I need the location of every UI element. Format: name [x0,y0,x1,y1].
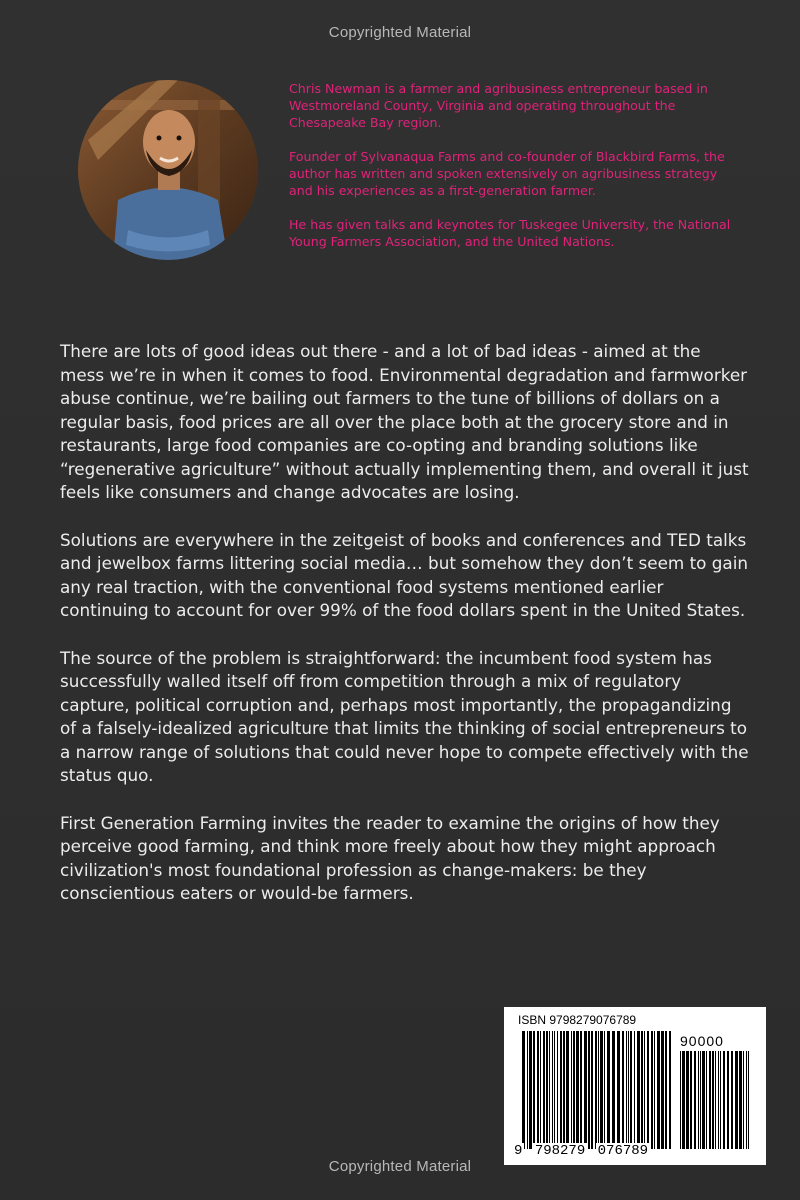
author-photo [78,80,258,260]
isbn-label: ISBN 9798279076789 [518,1013,637,1027]
barcode-bar [690,1051,692,1149]
barcode-bar [680,1051,681,1149]
barcode-bar [617,1031,620,1149]
barcode-bar [669,1031,671,1149]
barcode-bar [715,1051,716,1149]
barcode-bar [637,1031,640,1149]
barcode-bar [743,1051,744,1149]
barcode-bar [571,1031,572,1149]
barcode-bar [584,1031,587,1149]
barcode-bar [702,1051,705,1149]
author-bio [289,80,739,267]
barcode-bar [700,1051,701,1149]
barcode-bar [628,1031,629,1149]
barcode-bar [598,1031,599,1149]
barcode-bar [694,1051,696,1149]
barcode-bar [665,1031,667,1149]
bio-paragraph-1: Chris Newman is a farmer and agribusiness entrepreneur based in Westmoreland County, Virginia and operating throughout the Chesapeake Bay region. [289,81,708,130]
barcode-bar [626,1031,627,1149]
barcode-bar [718,1051,719,1149]
barcode-bar [735,1051,738,1149]
blurb-paragraph-2: Solutions are everywhere in the zeitgeist of books and conferences and TED talks and jewelbox farms littering social media… but somehow they don’t seem to gain any real traction, with the conventional food systems mentioned earlier continuing to account for over 99% of the food dollars spent in the United States. [60,529,748,620]
barcode-bar [543,1031,545,1149]
barcode-bar [537,1031,539,1149]
bio-paragraph-3: He has given talks and keynotes for Tuskegee University, the National Young Farmers Association, and the United Nations. [289,217,731,249]
barcode-bar [698,1051,699,1149]
barcode-bar [607,1031,610,1149]
book-blurb [60,340,750,930]
blurb-paragraph-4: First Generation Farming invites the reader to examine the origins of how they perceive good farming, and think more freely about how they might approach civilization's most foundational profession as change-makers: be they conscientious eaters or would-be farmers. [60,812,720,903]
barcode-bar [651,1031,653,1149]
barcode-bar [573,1031,575,1149]
barcode-bar [634,1031,635,1149]
isbn-digit-group-1: 9 [514,1143,523,1159]
barcode-bar [720,1051,721,1149]
isbn-digits [512,1143,650,1159]
barcode-bar [595,1031,597,1149]
barcode-bar [527,1031,528,1149]
watermark-bottom: Copyrighted Material [328,1158,472,1175]
barcode-bar [529,1031,532,1149]
barcode-bar [657,1031,660,1149]
barcode-bar [563,1031,565,1149]
barcode-bar [576,1031,579,1149]
barcode-bar [723,1051,725,1149]
barcode-bar [588,1031,590,1149]
barcode-bar [557,1031,558,1149]
barcode-bar [546,1031,548,1149]
barcode-bar [604,1031,605,1149]
author-portrait-icon [78,80,258,260]
price-code: 90000 [680,1033,724,1049]
barcode-bar [647,1031,649,1149]
barcode-bar [727,1051,729,1149]
barcode-bar [552,1031,553,1149]
barcode-bar [746,1051,747,1149]
barcode-bar [748,1051,749,1149]
blurb-paragraph-3: The source of the problem is straightforward: the incumbent food system has successfully walled itself off from competition through a mix of regulatory capture, political corruption and, perhaps most importantly, the propagandizing of a falsely-idealized agriculture that limits the thinking of social entrepreneurs to a narrow range of solutions that could never hope to compete effectively with the status quo. [60,647,749,785]
barcode-bar [612,1031,615,1149]
barcode-bar [644,1031,645,1149]
barcode-bar [661,1031,664,1149]
bio-paragraph-2: Founder of Sylvanaqua Farms and co-founder of Blackbird Farms, the author has written and spoken extensively on agribusiness strategy and his experiences as a first-generation farmer. [289,149,725,198]
barcode-bar [731,1051,733,1149]
barcode-bar [622,1031,624,1149]
barcode-bar [686,1051,689,1149]
barcode-bar [654,1031,655,1149]
barcode-bar [580,1031,582,1149]
blurb-paragraph-1: There are lots of good ideas out there - and a lot of bad ideas - aimed at the mess we’re in when it comes to food. Environmental degradation and farmworker abuse continue, we’re bailing out farmers to the tune of billions of dollars on a regular basis, food prices are all over the place both at the grocery store and in restaurants, large food companies are co-opting and branding solutions like “regenerative agriculture” without actually implementing them, and overall it just feels like consumers and change advocates are losing. [60,341,749,502]
barcode-bar [591,1031,593,1149]
barcode-bar [739,1051,742,1149]
barcode-bar [712,1051,714,1149]
isbn-barcode [504,1007,766,1165]
isbn-digit-group-2: 798279 [534,1143,586,1159]
addon-barcode-bars-icon [680,1051,752,1149]
barcode-bar [540,1031,541,1149]
barcode-bar [549,1031,550,1149]
barcode-bar [522,1031,525,1149]
barcode-bar [566,1031,569,1149]
barcode-bar [709,1051,711,1149]
barcode-bar [630,1031,632,1149]
barcode-bar [554,1031,555,1149]
barcode-bar [533,1031,535,1149]
barcode-bar [706,1051,707,1149]
barcode-bar [682,1051,685,1149]
barcode-bar [641,1031,643,1149]
barcode-bar [600,1031,603,1149]
watermark-top: Copyrighted Material [328,24,472,41]
ean-barcode-bars-icon [522,1031,674,1149]
isbn-digit-group-3: 076789 [597,1143,649,1159]
barcode-bar [560,1031,562,1149]
